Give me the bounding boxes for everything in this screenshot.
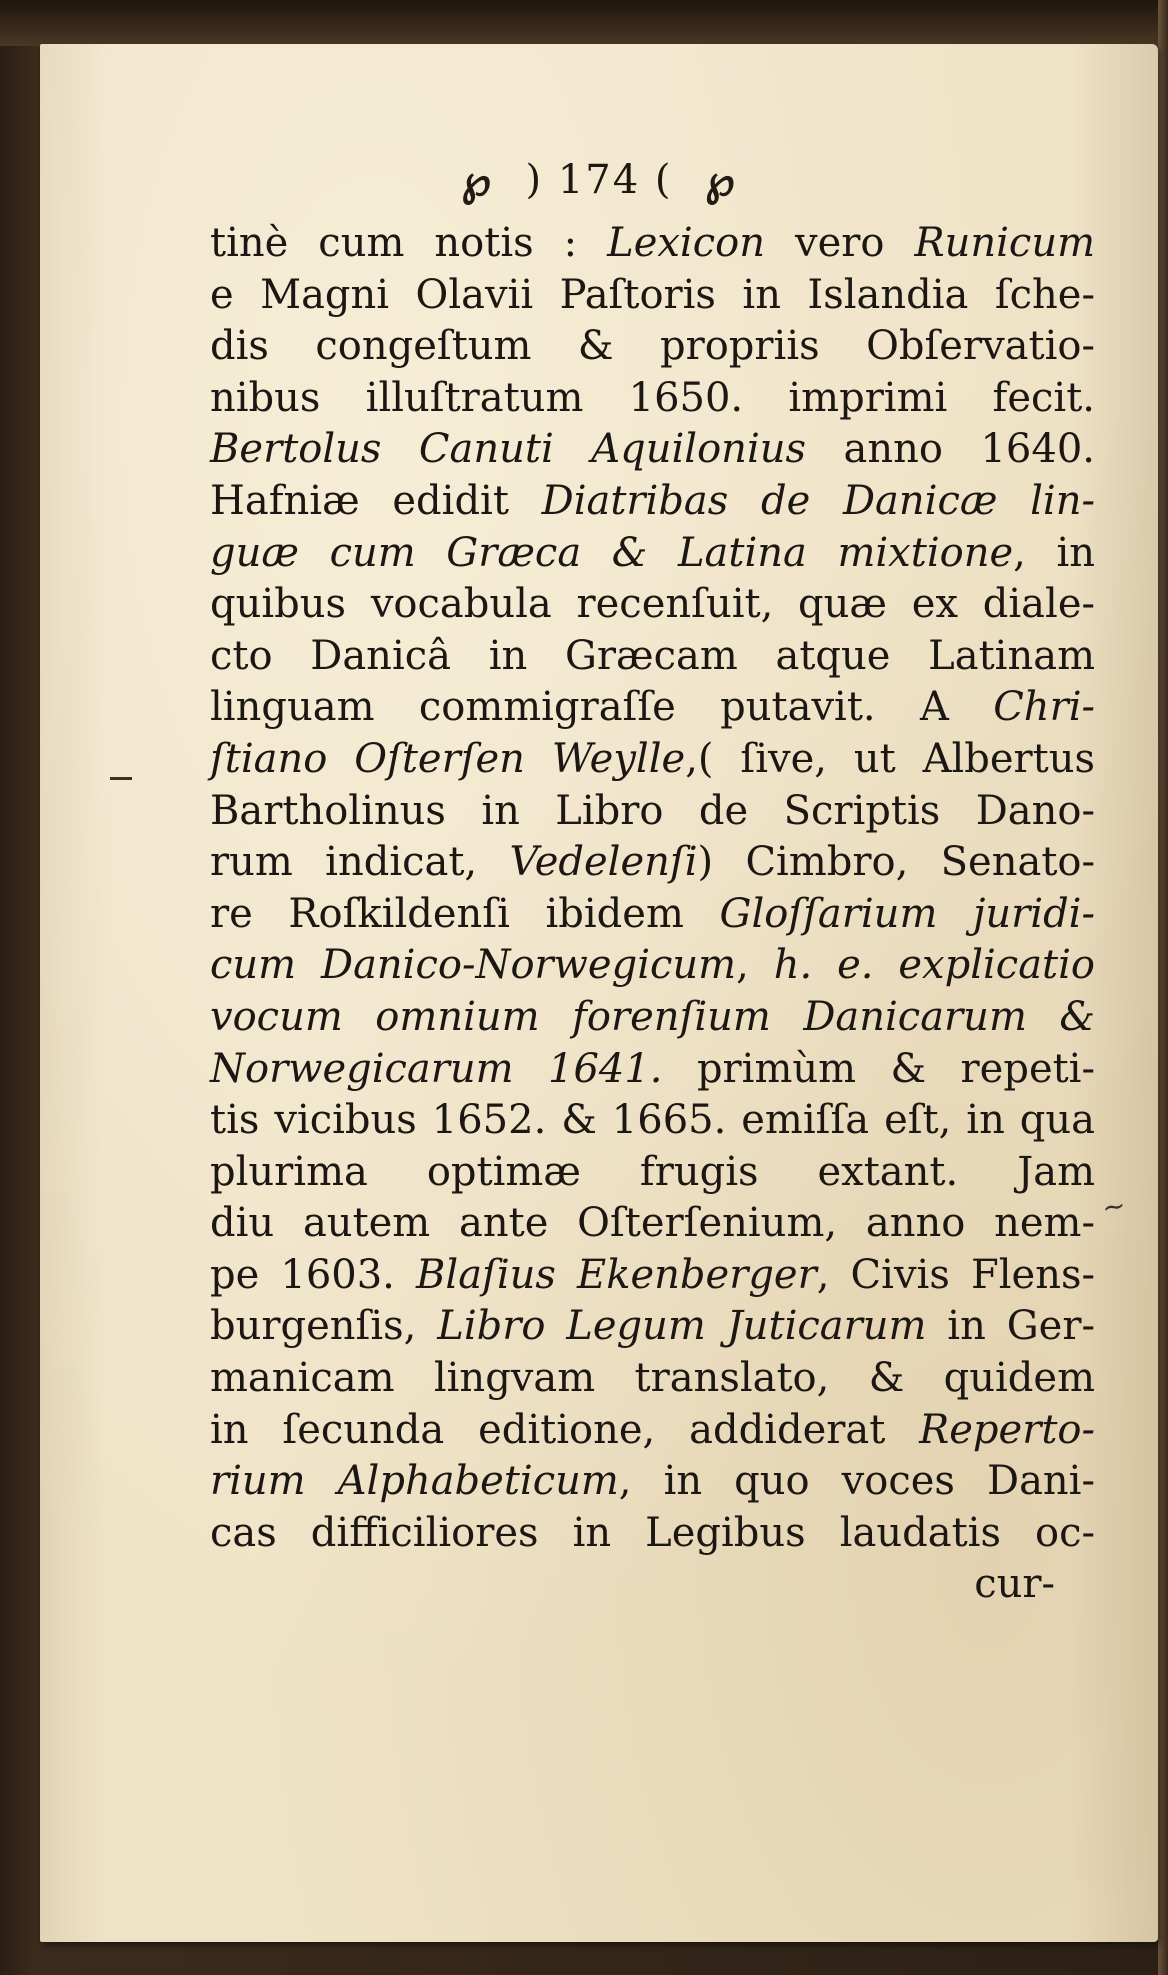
catchword: cur- bbox=[974, 1561, 1055, 1608]
ornament-left-icon: ℘ bbox=[461, 155, 493, 205]
book-right-edge bbox=[1158, 0, 1168, 1975]
roman-run: manicam lingvam translato, & quidem bbox=[210, 1355, 1095, 1402]
italic-run: rium Alphabeticum bbox=[210, 1458, 619, 1505]
roman-run: Bartholinus in Libro de Scriptis Dano- bbox=[210, 787, 1095, 834]
text-line bbox=[210, 1095, 1095, 1147]
italic-run: Gloſſarium juridi- bbox=[719, 890, 1095, 937]
italic-run: Reperto- bbox=[919, 1406, 1095, 1453]
roman-run: cas difficiliores in Legibus laudatis oc- bbox=[210, 1509, 1095, 1556]
roman-run: nibus illuſtratum 1650. imprimi fecit. bbox=[210, 374, 1095, 421]
text-line bbox=[210, 837, 1095, 889]
text-line bbox=[210, 476, 1095, 528]
page-header bbox=[40, 154, 1158, 205]
text-line bbox=[210, 1198, 1095, 1250]
roman-run: re Roſkildenſi ibidem bbox=[210, 890, 720, 937]
text-line bbox=[210, 889, 1095, 941]
text-line bbox=[210, 734, 1095, 786]
text-line bbox=[210, 321, 1095, 373]
roman-run: cto Danicâ in Græcam atque Latinam bbox=[210, 632, 1095, 679]
ornament-right-icon: ℘ bbox=[705, 155, 737, 205]
text-line bbox=[210, 992, 1095, 1044]
text-line bbox=[210, 1147, 1095, 1199]
italic-run: vocum omnium forenſium Danicarum & bbox=[210, 993, 1095, 1040]
italic-run: Libro Legum Juticarum bbox=[437, 1303, 927, 1350]
text-line bbox=[210, 424, 1095, 476]
italic-run: ſtiano Oſterſen Weylle bbox=[210, 735, 686, 782]
roman-run: linguam commigraſſe putavit. A bbox=[210, 684, 994, 731]
roman-run: Hafniæ edidit bbox=[210, 477, 542, 524]
margin-mark: ~ bbox=[1099, 1188, 1129, 1225]
text-line bbox=[210, 682, 1095, 734]
italic-run: Bertolus Canuti Aquilonius bbox=[210, 426, 807, 473]
roman-run: dis congeſtum & propriis Obſervatio- bbox=[210, 323, 1095, 370]
italic-run: Runicum bbox=[914, 220, 1096, 266]
text-line bbox=[210, 270, 1095, 322]
book-top-edge bbox=[0, 0, 1168, 46]
text-line bbox=[210, 579, 1095, 631]
page-number: ) 174 ( bbox=[525, 157, 673, 203]
roman-run: quibus vocabula recenſuit, quæ ex diale- bbox=[210, 581, 1095, 628]
italic-run: Diatribas de Danicæ lin- bbox=[541, 477, 1095, 524]
text-line bbox=[210, 1353, 1095, 1405]
italic-run: Chri- bbox=[993, 684, 1095, 731]
text-line bbox=[210, 1044, 1095, 1096]
roman-run: tinè cum notis : bbox=[210, 220, 608, 266]
text-line bbox=[210, 1456, 1095, 1508]
text-line bbox=[210, 940, 1095, 992]
text-line bbox=[210, 373, 1095, 425]
roman-run: e Magni Olavii Paſtoris in Islandia ſche- bbox=[210, 271, 1095, 318]
italic-run: h. e. explicatio bbox=[773, 942, 1095, 989]
roman-run: pe 1603. bbox=[210, 1251, 417, 1298]
roman-run: rum indicat, bbox=[210, 839, 510, 886]
margin-dash bbox=[110, 777, 132, 780]
italic-run: guæ cum Græca & Latina mixtione bbox=[210, 529, 1014, 576]
roman-run: anno 1640. bbox=[806, 426, 1095, 473]
text-line bbox=[210, 631, 1095, 683]
roman-run: , Civis Flens- bbox=[816, 1251, 1095, 1298]
italic-run: Norwegicarum 1641. bbox=[210, 1045, 663, 1092]
text-line bbox=[210, 1250, 1095, 1302]
text-line bbox=[210, 218, 1095, 270]
italic-run: Vedelenſi bbox=[509, 839, 698, 886]
roman-run: plurima optimæ frugis extant. Jam bbox=[210, 1148, 1095, 1195]
text-line bbox=[210, 1405, 1095, 1457]
roman-run: , bbox=[736, 942, 774, 989]
roman-run: vero bbox=[764, 220, 915, 266]
text-line bbox=[210, 786, 1095, 838]
roman-run: in Ger- bbox=[926, 1303, 1095, 1350]
roman-run: , in bbox=[1013, 529, 1095, 576]
italic-run: cum Danico-Norwegicum bbox=[210, 942, 737, 989]
text-line bbox=[210, 1301, 1095, 1353]
roman-run: burgenſis, bbox=[210, 1303, 438, 1350]
roman-run: ,( ſive, ut Albertus bbox=[685, 735, 1096, 782]
roman-run: primùm & repeti- bbox=[662, 1045, 1095, 1092]
roman-run: , in quo voces Dani- bbox=[618, 1458, 1095, 1505]
italic-run: Lexicon bbox=[607, 220, 765, 266]
roman-run: diu autem ante Oſterſenium, anno nem- bbox=[210, 1200, 1095, 1247]
roman-run: ) Cimbro, Senato- bbox=[697, 839, 1095, 886]
text-line bbox=[210, 1508, 1095, 1560]
text-line bbox=[210, 528, 1095, 580]
roman-run: in ſecunda editione, addiderat bbox=[210, 1406, 920, 1453]
roman-run: tis vicibus 1652. & 1665. emiſſa eſt, in qua bbox=[210, 1097, 1095, 1144]
body-text bbox=[210, 218, 1095, 1611]
italic-run: Blaſius Ekenberger bbox=[416, 1251, 817, 1298]
